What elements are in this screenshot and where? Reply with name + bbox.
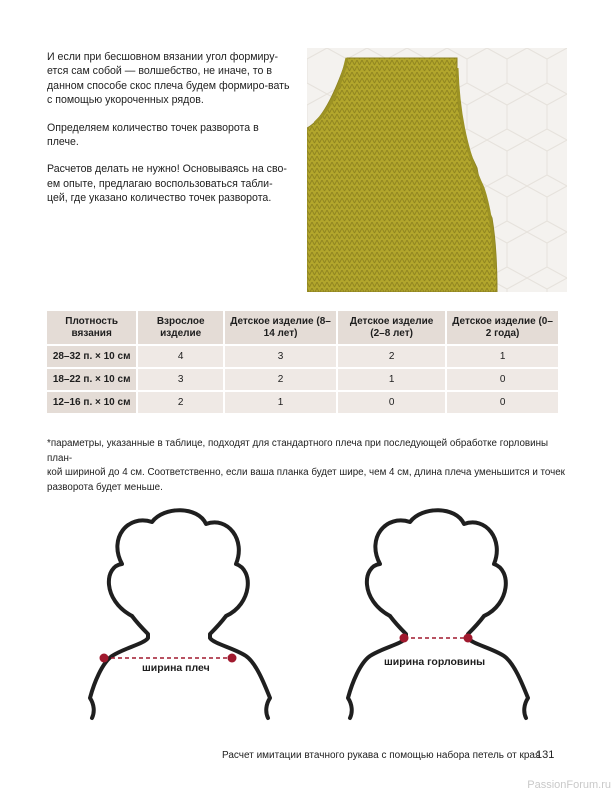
footnote-line: разворота будет меньше. [47,481,163,493]
table-cell: 1 [225,390,338,413]
intro-paragraph-2: Определяем количество точек разворота в плече. [47,121,259,149]
header-child-2-8: Детское изделие (2–8 лет) [338,311,447,344]
intro-paragraph-1: И если при бесшовном вязании угол формиру-ется сам собой — волшебство, не иначе, то в данном способе скос плеча будем формиро-вать с помощью укороченных рядов. [47,51,290,107]
neckline-width-label: ширина горловины [384,656,486,668]
header-child-0-2: Детское изделие (0–2 года) [447,311,558,344]
footnote-line: *параметры, указанные в таблице, подходят для стандартного плеча при последующей обработке горловины план- [47,438,549,464]
table-header-row [47,311,558,344]
page-number: 131 [536,749,555,761]
table-cell: 1 [447,344,558,367]
figure-silhouette-icon [60,508,300,730]
header-child-8-14: Детское изделие (8–14 лет) [225,311,338,344]
table-cell: 2 [138,390,225,413]
table-cell: 2 [338,344,447,367]
shoulder-width-label: ширина плеч [142,662,210,674]
row-density: 12–16 п. × 10 см [47,390,138,413]
shoulder-width-diagram [60,508,300,730]
table-cell: 0 [447,390,558,413]
header-adult: Взрослое изделие [138,311,225,344]
row-density: 28–32 п. × 10 см [47,344,138,367]
table-cell: 1 [338,367,447,390]
table-cell: 2 [225,367,338,390]
footer-caption: Расчет имитации втачного рукава с помощью набора петель от края [222,750,541,761]
row-density: 18–22 п. × 10 см [47,367,138,390]
table-cell: 3 [225,344,338,367]
watermark: PassionForum.ru [527,779,611,791]
table-cell: 3 [138,367,225,390]
footnote-line: кой шириной до 4 см. Соответственно, если ваша планка будет шире, чем 4 см, длина плеча уменьшится и точек [47,467,565,479]
turn-points-table [47,311,558,413]
table-cell: 4 [138,344,225,367]
header-density: Плотность вязания [47,311,138,344]
table-row [47,390,558,413]
table-cell: 0 [338,390,447,413]
table-cell: 0 [447,367,558,390]
intro-text [47,50,292,219]
table-row [47,344,558,367]
table-footnote [47,437,567,495]
top-strip [0,0,300,30]
intro-paragraph-3: Расчетов делать не нужно! Основываясь на сво-ем опыте, предлагаю воспользоваться табли-цей, где указано количество точек разворота. [47,163,287,205]
neckline-width-diagram [318,508,558,730]
table-row [47,367,558,390]
knitted-garment-photo [307,48,567,292]
figure-silhouette-icon [318,508,558,730]
